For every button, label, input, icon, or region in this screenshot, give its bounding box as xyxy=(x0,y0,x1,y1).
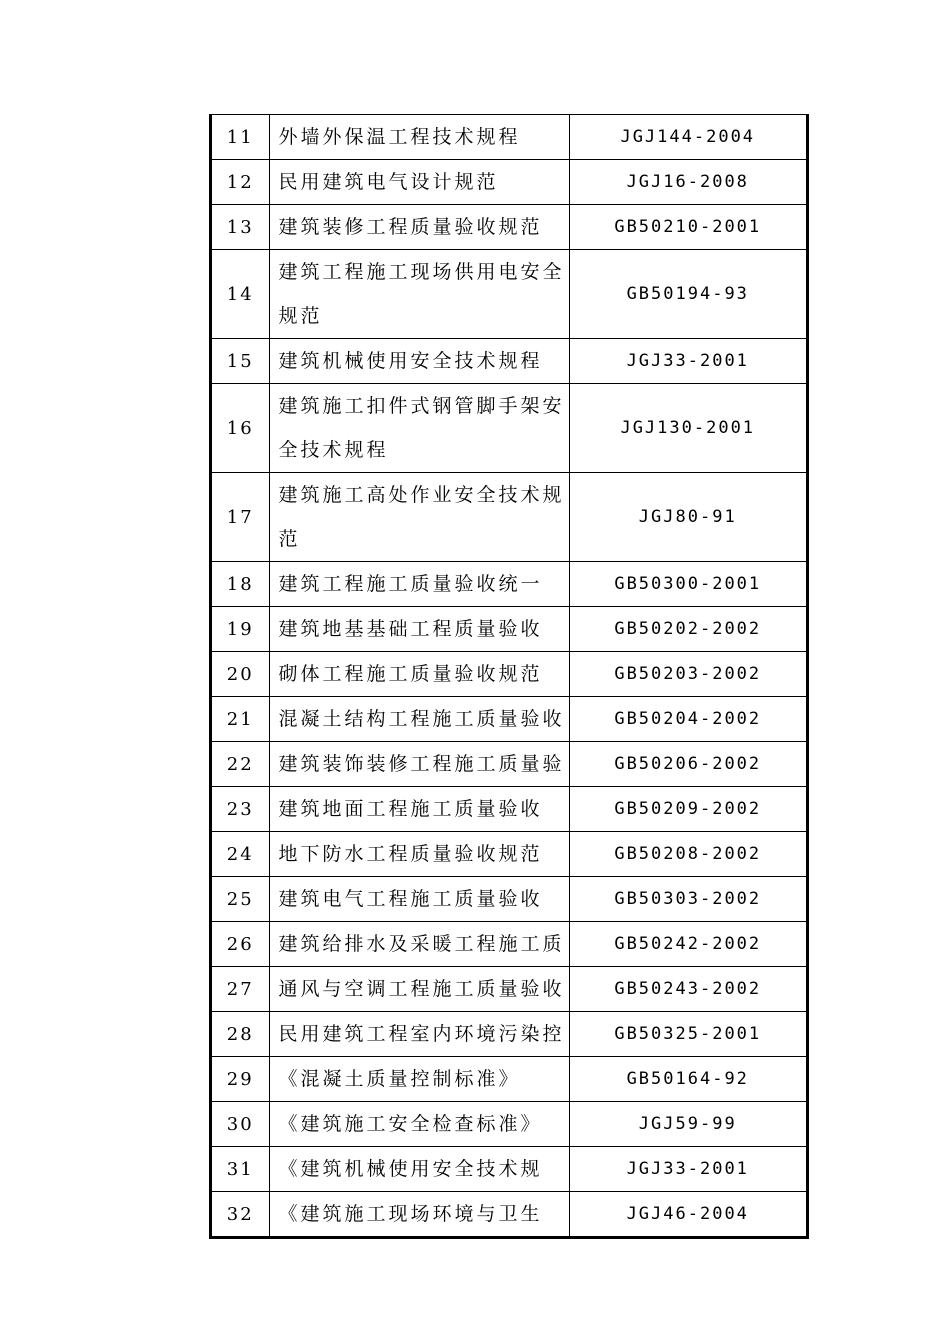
standard-name: 建筑施工扣件式钢管脚手架安全技术规程 xyxy=(269,384,569,473)
table-row xyxy=(212,877,806,922)
table-row xyxy=(212,473,806,562)
row-number: 23 xyxy=(212,787,269,832)
standard-code: GB50242-2002 xyxy=(569,922,806,967)
standard-name: 建筑给排水及采暖工程施工质 xyxy=(269,922,569,967)
standard-code: JGJ130-2001 xyxy=(569,384,806,473)
table-row xyxy=(212,967,806,1012)
row-number: 31 xyxy=(212,1147,269,1192)
row-number: 27 xyxy=(212,967,269,1012)
row-number: 29 xyxy=(212,1057,269,1102)
standard-code: JGJ33-2001 xyxy=(569,339,806,384)
standard-name: 混凝土结构工程施工质量验收 xyxy=(269,697,569,742)
table-row xyxy=(212,1192,806,1237)
table-row xyxy=(212,1102,806,1147)
standards-table xyxy=(212,115,806,1236)
row-number: 22 xyxy=(212,742,269,787)
table-row xyxy=(212,652,806,697)
row-number: 20 xyxy=(212,652,269,697)
standard-name: 地下防水工程质量验收规范 xyxy=(269,832,569,877)
row-number: 32 xyxy=(212,1192,269,1237)
table-row xyxy=(212,1012,806,1057)
standard-name: 建筑机械使用安全技术规程 xyxy=(269,339,569,384)
standard-code: GB50203-2002 xyxy=(569,652,806,697)
row-number: 15 xyxy=(212,339,269,384)
standard-name: 建筑工程施工质量验收统一 xyxy=(269,562,569,607)
standard-name: 《混凝土质量控制标准》 xyxy=(269,1057,569,1102)
table-row xyxy=(212,1147,806,1192)
table-row xyxy=(212,115,806,160)
row-number: 12 xyxy=(212,160,269,205)
table-row xyxy=(212,384,806,473)
standard-name: 建筑施工高处作业安全技术规范 xyxy=(269,473,569,562)
table-row xyxy=(212,339,806,384)
table-row xyxy=(212,562,806,607)
standard-code: GB50208-2002 xyxy=(569,832,806,877)
standard-name: 砌体工程施工质量验收规范 xyxy=(269,652,569,697)
standards-table-frame xyxy=(209,114,809,1239)
standard-code: JGJ16-2008 xyxy=(569,160,806,205)
row-number: 25 xyxy=(212,877,269,922)
standard-code: GB50202-2002 xyxy=(569,607,806,652)
row-number: 14 xyxy=(212,250,269,339)
standard-name: 通风与空调工程施工质量验收 xyxy=(269,967,569,1012)
standard-name: 建筑装饰装修工程施工质量验 xyxy=(269,742,569,787)
standard-code: JGJ144-2004 xyxy=(569,115,806,160)
standard-name: 建筑地基基础工程质量验收 xyxy=(269,607,569,652)
standard-code: GB50194-93 xyxy=(569,250,806,339)
standard-code: GB50325-2001 xyxy=(569,1012,806,1057)
standard-name: 建筑装修工程质量验收规范 xyxy=(269,205,569,250)
standard-code: JGJ33-2001 xyxy=(569,1147,806,1192)
standard-name: 《建筑机械使用安全技术规 xyxy=(269,1147,569,1192)
standard-name: 建筑地面工程施工质量验收 xyxy=(269,787,569,832)
standard-code: GB50243-2002 xyxy=(569,967,806,1012)
table-row xyxy=(212,832,806,877)
standard-code: JGJ80-91 xyxy=(569,473,806,562)
table-row xyxy=(212,742,806,787)
standard-name: 建筑工程施工现场供用电安全规范 xyxy=(269,250,569,339)
standard-code: GB50204-2002 xyxy=(569,697,806,742)
standard-code: GB50303-2002 xyxy=(569,877,806,922)
row-number: 26 xyxy=(212,922,269,967)
row-number: 11 xyxy=(212,115,269,160)
standard-code: GB50209-2002 xyxy=(569,787,806,832)
standard-code: JGJ59-99 xyxy=(569,1102,806,1147)
row-number: 24 xyxy=(212,832,269,877)
standard-code: JGJ46-2004 xyxy=(569,1192,806,1237)
row-number: 13 xyxy=(212,205,269,250)
table-row xyxy=(212,160,806,205)
standard-code: GB50210-2001 xyxy=(569,205,806,250)
row-number: 30 xyxy=(212,1102,269,1147)
row-number: 28 xyxy=(212,1012,269,1057)
table-row xyxy=(212,787,806,832)
standard-code: GB50164-92 xyxy=(569,1057,806,1102)
row-number: 21 xyxy=(212,697,269,742)
table-row xyxy=(212,250,806,339)
table-row xyxy=(212,697,806,742)
standard-name: 《建筑施工安全检查标准》 xyxy=(269,1102,569,1147)
row-number: 19 xyxy=(212,607,269,652)
standard-code: GB50300-2001 xyxy=(569,562,806,607)
table-row xyxy=(212,922,806,967)
row-number: 16 xyxy=(212,384,269,473)
standard-name: 建筑电气工程施工质量验收 xyxy=(269,877,569,922)
row-number: 18 xyxy=(212,562,269,607)
row-number: 17 xyxy=(212,473,269,562)
table-row xyxy=(212,1057,806,1102)
standard-name: 民用建筑工程室内环境污染控 xyxy=(269,1012,569,1057)
table-row xyxy=(212,607,806,652)
standard-name: 民用建筑电气设计规范 xyxy=(269,160,569,205)
standard-code: GB50206-2002 xyxy=(569,742,806,787)
standard-name: 外墙外保温工程技术规程 xyxy=(269,115,569,160)
standard-name: 《建筑施工现场环境与卫生 xyxy=(269,1192,569,1237)
table-row xyxy=(212,205,806,250)
